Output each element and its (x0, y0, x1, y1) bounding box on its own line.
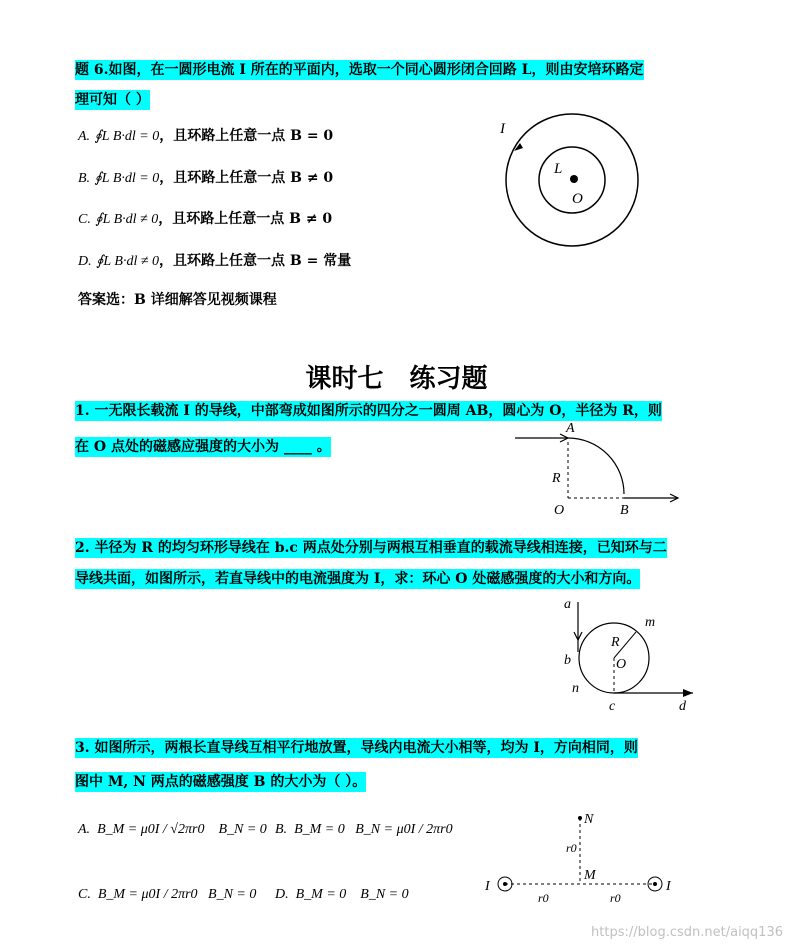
label-O: O (554, 503, 565, 518)
watermark: https://blog.csdn.net/aiqq136 (591, 925, 783, 940)
label-O: O (616, 657, 627, 672)
label-b: b (564, 653, 571, 668)
p2-stem-line2: 导线共面，如图所示，若直导线中的电流强度为 I，求：环心 O 处磁感强度的大小和方向。 (75, 571, 641, 587)
q6-option-b[interactable]: B. ∮L B·dl = 0，且环路上任意一点 B ≠ 0 (78, 170, 334, 186)
label-N: N (584, 812, 594, 827)
q6-option-a[interactable]: A. ∮L B·dl = 0，且环路上任意一点 B = 0 (78, 128, 334, 144)
p2-ring-figure (555, 592, 705, 717)
label-c: c (609, 699, 616, 714)
q6-stem-line1: 题 6.如图，在一圆形电流 I 所在的平面内，选取一个同心圆形闭合回路 L，则由安培环路定 (75, 62, 644, 78)
label-r0-vertical: r0 (566, 841, 577, 855)
label-r0-left: r0 (538, 891, 549, 905)
label-L: L (554, 161, 563, 177)
label-I-right: I (666, 879, 671, 894)
arrow-icon (683, 689, 693, 697)
p3-option-b[interactable]: B. B_M = 0 B_N = μ0I / 2πr0 (275, 822, 453, 837)
p1-stem-line1: 1. 一无限长载流 I 的导线，中部弯成如图所示的四分之一圆周 AB，圆心为 O，半径为 R，则 (75, 403, 662, 419)
label-A: A (566, 421, 575, 436)
p1-stem-line2: 在 O 点处的磁感应强度的大小为 ____ 。 (75, 439, 331, 455)
q6-answer: 答案选：B 详细解答见视频课程 (78, 292, 277, 308)
label-R: R (611, 635, 620, 650)
label-d: d (679, 699, 686, 714)
p3-option-c[interactable]: C. B_M = μ0I / 2πr0 B_N = 0 (78, 887, 257, 902)
section-title: 课时七 练习题 (305, 364, 488, 394)
label-m: m (645, 615, 656, 630)
label-r0-right: r0 (610, 891, 621, 905)
label-I-left: I (485, 879, 490, 894)
label-B: B (620, 503, 629, 518)
p3-option-a[interactable]: A. B_M = μ0I / √2πr0 B_N = 0 (78, 822, 267, 837)
label-a: a (564, 597, 571, 612)
q6-stem-line2: 理可知（ ） (75, 92, 150, 108)
q6-circle-figure (490, 105, 660, 265)
label-I: I (500, 121, 505, 137)
label-n: n (572, 681, 579, 696)
p2-stem-line1: 2. 半径为 R 的均匀环形导线在 b.c 两点处分别与两根互相垂直的载流导线相连接，已知环与二 (75, 540, 667, 556)
quarter-arc (568, 438, 624, 494)
label-M: M (584, 868, 596, 883)
p1-quarter-arc-figure (510, 420, 690, 520)
p3-parallel-wires-figure (480, 806, 680, 916)
p3-stem-line2: 图中 M, N 两点的磁感强度 B 的大小为（ ）。 (75, 774, 367, 790)
q6-option-c[interactable]: C. ∮L B·dl ≠ 0，且环路上任意一点 B ≠ 0 (78, 211, 333, 227)
p3-option-d[interactable]: D. B_M = 0 B_N = 0 (275, 887, 409, 902)
center-dot (570, 175, 578, 183)
p3-stem-line1: 3. 如图所示，两根长直导线互相平行地放置，导线内电流大小相等，均为 I，方向相同，则 (75, 740, 638, 756)
q6-option-d[interactable]: D. ∮L B·dl ≠ 0，且环路上任意一点 B = 常量 (78, 253, 352, 269)
label-R: R (552, 471, 561, 486)
label-O: O (572, 191, 583, 207)
